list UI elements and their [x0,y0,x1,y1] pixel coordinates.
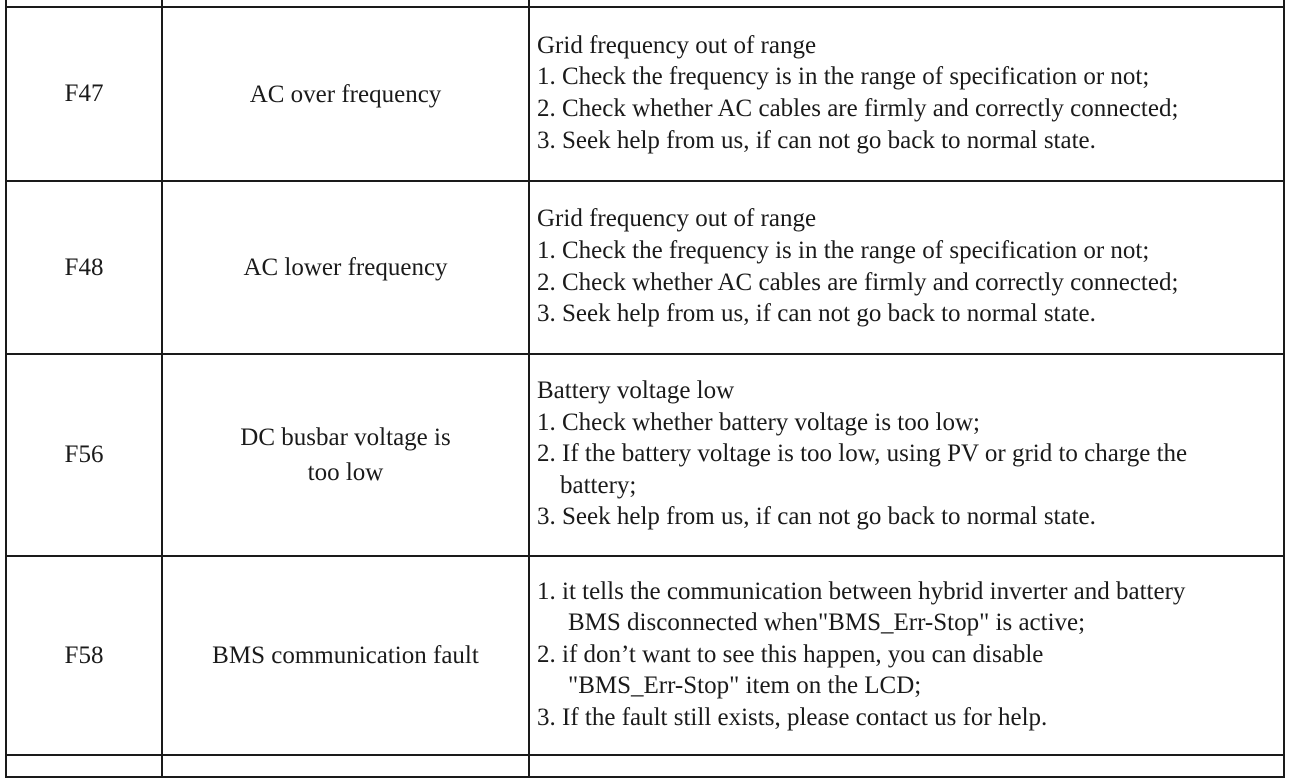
solution-step: 1. Check whether battery voltage is too low; [537,408,980,436]
table-row-f47 [6,7,1284,181]
solution-step: 3. Seek help from us, if can not go back to normal state. [537,503,1096,531]
table-row-f56 [6,354,1284,556]
table-row-f48 [6,181,1284,354]
solution-cell [529,7,1284,181]
solution-step-continuation: battery; [560,471,637,499]
solution-step: 3. If the fault still exists, please contact us for help. [537,703,1048,731]
fault-name-cell [162,354,529,556]
fault-name-cell: AC lower frequency [162,181,529,354]
solution-step-continuation: "BMS_Err-Stop" item on the LCD; [568,672,922,700]
empty-cell [6,755,162,777]
solution-cell [529,556,1284,755]
fault-code-table [5,0,1285,778]
solution-step: 1. Check the frequency is in the range of specification or not; [537,63,1150,91]
solution-step: 2. If the battery voltage is too low, using PV or grid to charge the [537,440,1188,468]
solution-title: Grid frequency out of range [537,205,817,233]
empty-cell [162,0,529,7]
solution-step-continuation: BMS disconnected when"BMS_Err-Stop" is active; [568,609,1086,637]
fault-code-cell: F58 [6,556,162,755]
fault-name-cell: BMS communication fault [162,556,529,755]
table-row-partial-top [6,0,1284,7]
solution-step: 2. Check whether AC cables are firmly and correctly connected; [537,268,1179,296]
solution-cell [529,354,1284,556]
fault-code-cell: F48 [6,181,162,354]
solution-step: 1. it tells the communication between hybrid inverter and battery [537,577,1186,605]
solution-step: 3. Seek help from us, if can not go back to normal state. [537,126,1096,154]
empty-cell [529,755,1284,777]
solution-title: Battery voltage low [537,377,735,405]
solution-step: 2. if don’t want to see this happen, you can disable [537,640,1044,668]
solution-step: 3. Seek help from us, if can not go back to normal state. [537,300,1096,328]
solution-cell [529,181,1284,354]
fault-name-line: DC busbar voltage is [240,424,451,451]
empty-cell [529,0,1284,7]
fault-name-cell: AC over frequency [162,7,529,181]
solution-title: Grid frequency out of range [537,31,817,59]
fault-code-cell: F56 [6,354,162,556]
empty-cell [6,0,162,7]
empty-cell [162,755,529,777]
fault-name-line: too low [307,459,384,486]
table-row-partial-bottom [6,755,1284,777]
fault-code-cell: F47 [6,7,162,181]
table-row-f58 [6,556,1284,755]
solution-step: 1. Check the frequency is in the range of specification or not; [537,236,1150,264]
solution-step: 2. Check whether AC cables are firmly and correctly connected; [537,95,1179,122]
